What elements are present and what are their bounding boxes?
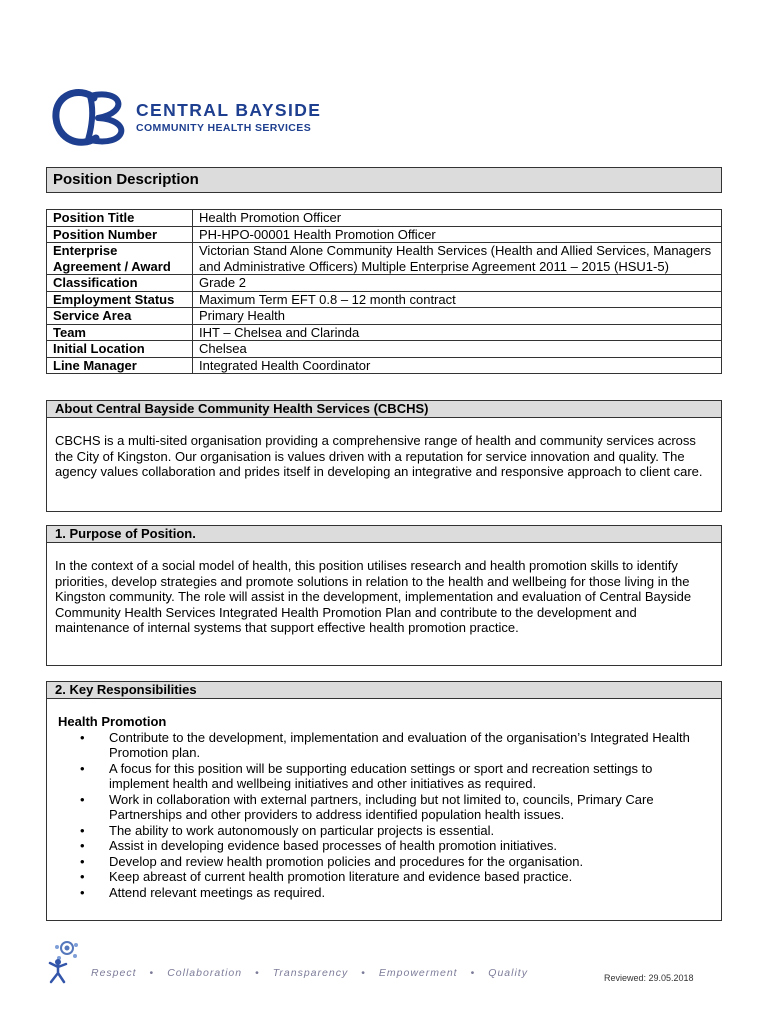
position-info-table (46, 209, 722, 374)
list-item-text: Attend relevant meetings as required. (109, 884, 326, 900)
info-value: Health Promotion Officer (193, 210, 722, 227)
bullet-icon: • (80, 822, 85, 838)
bullet-icon: • (80, 884, 85, 900)
responsibilities-section (46, 681, 722, 921)
info-label: Service Area (47, 308, 193, 325)
value-respect: Respect (91, 967, 137, 979)
purpose-heading: 1. Purpose of Position. (47, 526, 721, 543)
info-value: Victorian Stand Alone Community Health Services (Health and Allied Services, Managers and Administrative Officers) Multiple Enterprise Agreement 2011 – 2015 (HSU1-5) (193, 243, 722, 275)
info-label: Line Manager (47, 357, 193, 374)
logo-name: CENTRAL BAYSIDE (136, 100, 322, 120)
list-item-text: Contribute to the development, implementation and evaluation of the organisation’s Integrated Health Promotion plan. (109, 729, 690, 760)
list-item-text: Assist in developing evidence based processes of health promotion initiatives. (109, 838, 558, 853)
info-value: Maximum Term EFT 0.8 – 12 month contract (193, 291, 722, 308)
table-row (47, 308, 722, 325)
table-row (47, 291, 722, 308)
list-item (80, 869, 713, 885)
info-label: Position Number (47, 226, 193, 243)
info-value: Integrated Health Coordinator (193, 357, 722, 374)
list-item-text: A focus for this position will be supporting education settings or sport and recreation settings to implement health and wellbeing initiatives and other initiatives as required. (109, 760, 653, 791)
list-item-text: Develop and review health promotion policies and procedures for the organisation. (109, 853, 584, 869)
about-text: CBCHS is a multi-sited organisation providing a comprehensive range of health and community services across the City of Kingston. Our organisation is values driven with a reputation for service innovation and quality. The agency values collaboration and prides itself in developing an integrative and responsive approach to client care. (55, 433, 703, 479)
bullet-icon: • (80, 838, 85, 853)
table-row (47, 324, 722, 341)
values-figure-icon (45, 938, 83, 984)
purpose-text: In the context of a social model of health, this position utilises research and health promotion skills to identify priorities, develop strategies and promote solutions in relation to the health and wellbeing for those living in the Kingston community. The role will assist in the development, implementation and evaluation of Central Bayside Community Health Services Integrated Health Promotion Plan and contribute to the development and maintenance of internal systems that support effective health promotion practice. (55, 558, 692, 635)
bullet-icon: • (80, 869, 85, 884)
list-item (80, 838, 713, 854)
about-heading: About Central Bayside Community Health Services (CBCHS) (47, 401, 721, 418)
organisation-values (91, 967, 528, 979)
organisation-logo (50, 88, 350, 150)
about-section (46, 400, 722, 512)
bullet-icon: • (80, 760, 85, 776)
responsibilities-list (55, 730, 713, 901)
purpose-section (46, 525, 722, 666)
bullet-icon: • (80, 729, 85, 745)
list-item-text: Keep abreast of current health promotion literature and evidence based practice. (109, 869, 573, 884)
list-item (80, 791, 713, 823)
value-transparency: Transparency (272, 967, 349, 979)
info-value: Primary Health (193, 308, 722, 325)
table-row (47, 275, 722, 292)
list-item (80, 853, 713, 870)
separator-dot: • (255, 967, 260, 979)
table-row (47, 243, 722, 275)
list-item (80, 760, 713, 792)
logo-subtitle: COMMUNITY HEALTH SERVICES (136, 122, 312, 134)
info-value: IHT – Chelsea and Clarinda (193, 324, 722, 341)
table-row (47, 210, 722, 227)
separator-dot: • (149, 967, 155, 979)
list-item-text: Work in collaboration with external partners, including but not limited to, councils, Primary Care Partnerships and other providers to address identified population health issues. (109, 791, 654, 822)
info-value: PH-HPO-00001 Health Promotion Officer (193, 226, 722, 243)
list-item-text: The ability to work autonomously on particular projects is essential. (109, 822, 495, 838)
info-value: Grade 2 (193, 275, 722, 292)
list-item (80, 729, 713, 761)
reviewed-date: Reviewed: 29.05.2018 (604, 973, 694, 983)
info-label: Initial Location (47, 341, 193, 358)
info-label: Classification (47, 275, 193, 292)
info-label: Position Title (47, 210, 193, 227)
separator-dot: • (470, 967, 476, 979)
bullet-icon: • (80, 791, 85, 807)
table-row (47, 341, 722, 358)
value-quality: Quality (488, 967, 528, 979)
info-label: Enterprise Agreement / Award (47, 243, 193, 275)
health-promotion-subheading: Health Promotion (58, 714, 167, 729)
info-value: Chelsea (193, 341, 722, 358)
table-row (47, 357, 722, 374)
info-label: Employment Status (47, 291, 193, 308)
list-item (80, 884, 713, 901)
cb-monogram-logo (50, 88, 134, 150)
responsibilities-heading: 2. Key Responsibilities (47, 682, 721, 699)
info-label: Team (47, 324, 193, 341)
list-item (80, 822, 713, 839)
bullet-icon: • (80, 853, 85, 869)
value-collaboration: Collaboration (167, 967, 243, 979)
table-row (47, 226, 722, 243)
page-title: Position Description (46, 167, 722, 193)
separator-dot: • (361, 967, 366, 979)
value-empowerment: Empowerment (378, 967, 458, 979)
